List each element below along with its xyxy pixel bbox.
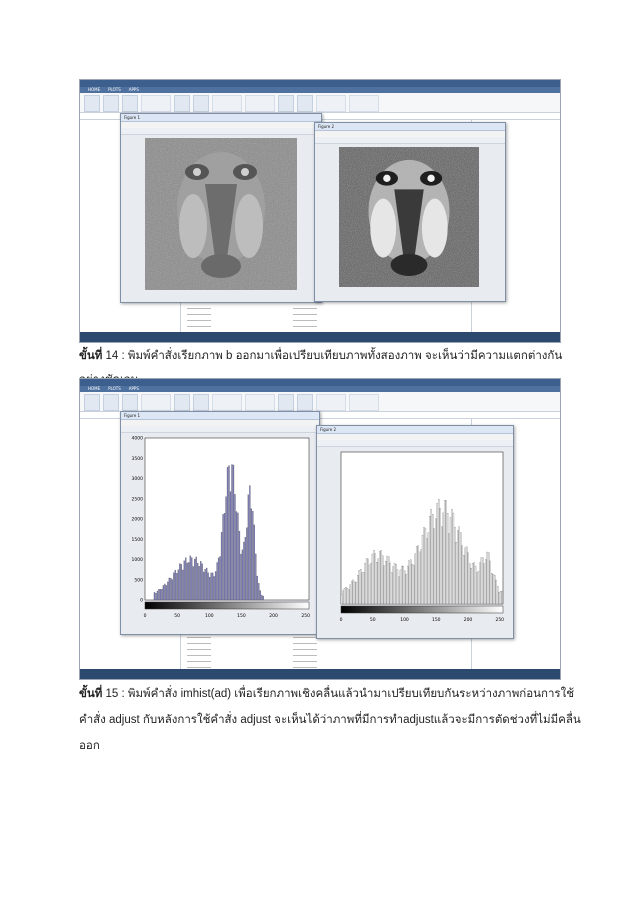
histogram-bar [157, 591, 158, 600]
histogram-bar [218, 558, 219, 600]
histogram-bar [341, 594, 342, 604]
histogram-bar [203, 572, 204, 600]
histogram-bar [496, 580, 497, 604]
histogram-bar [487, 552, 488, 604]
histogram-bar [406, 574, 407, 604]
simulink-icon[interactable] [278, 394, 294, 411]
window-titlebar [80, 80, 560, 87]
x-tick-label: 200 [463, 618, 473, 623]
histogram-before [125, 434, 315, 630]
histogram-bar [342, 591, 343, 604]
histogram-bar [251, 509, 252, 600]
histogram-bar [239, 531, 240, 600]
histogram-bar [447, 513, 448, 604]
histogram-bar [416, 546, 417, 604]
histogram-bar [419, 552, 420, 604]
histogram-bar [243, 542, 244, 600]
histogram-bar [425, 528, 426, 604]
histogram-bar [228, 466, 229, 600]
histogram-bar [438, 499, 439, 604]
histogram-bar [468, 553, 469, 604]
histogram-bar [441, 527, 442, 604]
layout-icon[interactable] [297, 394, 313, 411]
histogram-bar [353, 580, 354, 604]
histogram-bar [369, 565, 370, 604]
histogram-bar [217, 562, 218, 600]
histogram-bar [401, 566, 402, 604]
histogram-bar [226, 497, 227, 600]
histogram-bar [482, 558, 483, 604]
y-tick-label: 2500 [131, 497, 143, 503]
histogram-bar [368, 559, 369, 604]
variable-group[interactable] [212, 394, 242, 411]
histogram-bar [254, 525, 255, 600]
histogram-bar [362, 573, 363, 604]
histogram-bar [443, 513, 444, 604]
histogram-bar [372, 554, 373, 604]
y-tick-label: 1500 [131, 537, 143, 543]
histogram-bar [453, 513, 454, 604]
find-files-button[interactable] [141, 95, 171, 112]
histogram-bar [385, 561, 386, 604]
histogram-bar [376, 562, 377, 604]
histogram-bar [397, 570, 398, 604]
histogram-bar [375, 554, 376, 604]
histogram-bar [457, 531, 458, 604]
histogram-bar [245, 537, 246, 600]
histogram-bar [191, 558, 192, 600]
histogram-bar [193, 566, 194, 600]
histogram-bar [200, 561, 201, 600]
help-group[interactable] [349, 95, 379, 112]
histogram-bar [197, 563, 198, 600]
new-script-icon[interactable] [84, 394, 100, 411]
histogram-bar [172, 580, 173, 600]
histogram-bar [260, 590, 261, 600]
histogram-bar [185, 558, 186, 600]
histogram-bar [202, 564, 203, 600]
x-tick-label: 150 [431, 618, 441, 623]
histogram-bar [161, 589, 162, 600]
taskbar [80, 669, 560, 679]
histogram-bar [261, 595, 262, 600]
x-tick-label: 0 [339, 618, 343, 623]
histogram-bar [481, 558, 482, 604]
colorbar [145, 602, 309, 609]
histogram-bar [451, 509, 452, 604]
histogram-bar [206, 568, 207, 600]
histogram-bar [449, 533, 450, 604]
histogram-bar [437, 503, 438, 604]
histogram-bar [474, 563, 475, 604]
histogram-bar [167, 582, 168, 600]
step-14-line-1 [79, 348, 579, 364]
histogram-bar [446, 500, 447, 604]
figure-toolbar[interactable] [315, 137, 505, 144]
step-label: ขั้นที่ [79, 688, 103, 700]
code-group[interactable] [245, 95, 275, 112]
histogram-bar [356, 582, 357, 604]
x-tick-label: 100 [204, 614, 214, 619]
taskbar [80, 332, 560, 342]
histogram-bar [190, 556, 191, 600]
histogram-bar [410, 560, 411, 604]
import-data-icon[interactable] [174, 394, 190, 411]
histogram-bar [462, 546, 463, 604]
preferences-group[interactable] [316, 95, 346, 112]
histogram-bar [252, 511, 253, 600]
histogram-bar [373, 550, 374, 604]
histogram-bar [398, 577, 399, 604]
x-tick-label: 200 [269, 614, 278, 619]
histogram-bar [491, 573, 492, 604]
histogram-bar [403, 566, 404, 604]
histogram-bar [471, 568, 472, 604]
tab-home[interactable]: HOME [88, 386, 101, 391]
y-tick-label: 1000 [131, 558, 143, 563]
step-15-line-1 [79, 686, 579, 702]
histogram-bar [360, 569, 361, 604]
histogram-bar [258, 583, 259, 600]
histogram-bar [485, 559, 486, 604]
histogram-bar [422, 535, 423, 604]
x-tick-label: 0 [143, 614, 147, 619]
histogram-bar [479, 563, 480, 604]
histogram-bar [484, 564, 485, 604]
y-tick-label: 0 [140, 598, 143, 604]
x-tick-label: 150 [237, 614, 246, 619]
histogram-bar [154, 592, 155, 600]
histogram-bar [212, 573, 213, 600]
step-label: ขั้นที่ [79, 350, 103, 362]
histogram-bar [199, 566, 200, 600]
tab-plots[interactable]: PLOTS [108, 386, 121, 391]
histogram-bar [475, 566, 476, 604]
histogram-bar [466, 547, 467, 604]
histogram-bar [208, 573, 209, 600]
layout-icon[interactable] [297, 95, 313, 112]
mandrill-image-before [145, 138, 297, 290]
histogram-bar [248, 495, 249, 600]
ribbon-toolbar [80, 392, 560, 412]
histogram-bar [224, 513, 225, 600]
histogram-bar [388, 557, 389, 604]
histogram-bar [359, 570, 360, 604]
histogram-bar [460, 532, 461, 604]
step-number: 15 [105, 688, 119, 700]
histogram-bar [381, 550, 382, 604]
histogram-bar [418, 546, 419, 604]
histogram-bar [390, 563, 391, 604]
histogram-bar [409, 560, 410, 604]
histogram-bar [231, 464, 232, 600]
histogram-bar [211, 573, 212, 600]
histogram-bar [182, 570, 183, 600]
histogram-bar [404, 571, 405, 604]
histogram-bar [215, 571, 216, 600]
histogram-bar [237, 513, 238, 600]
histogram-bar [246, 528, 247, 600]
histogram-bar [221, 532, 222, 600]
colorbar [341, 606, 503, 613]
tab-apps[interactable]: APPS [128, 386, 139, 391]
open-icon[interactable] [122, 394, 138, 411]
histogram-bar [423, 527, 424, 604]
histogram-bar [351, 581, 352, 604]
histogram-bar [169, 578, 170, 600]
histogram-bar [440, 508, 441, 604]
histogram-bar [493, 574, 494, 604]
find-files-button[interactable] [141, 394, 171, 411]
histogram-bar [463, 555, 464, 604]
figure-title: Figure 2 [315, 123, 505, 131]
histogram-bar [494, 575, 495, 604]
step-text: : พิมพ์คำสั่ง imhist(ad) เพื่อเรียกภาพเชิงคลื่นแล้วนำมาเปรียบเทียบกันระหว่างภาพก่อนการใช้ [118, 688, 575, 700]
preferences-group[interactable] [316, 394, 346, 411]
histogram-bar [209, 577, 210, 600]
histogram-bar [176, 573, 177, 600]
histogram-bar [412, 564, 413, 604]
histogram-bar [178, 570, 179, 600]
histogram-bar [434, 529, 435, 604]
histogram-bar [220, 556, 221, 600]
step-15-line-2: คำสั่ง adjust กับหลังการใช้คำสั่ง adjust จะเห็นได้ว่าภาพที่มีการทำadjustแล้วจะมีการตัดช่วงที่ไม่มีคลื่น [79, 714, 581, 726]
histogram-bar [223, 514, 224, 600]
histogram-bar [407, 566, 408, 604]
y-tick-label: 3500 [131, 456, 143, 462]
histogram-bar [242, 550, 243, 600]
histogram-bar [421, 550, 422, 604]
histogram-bar [348, 590, 349, 604]
step-15-line-3: ออก [79, 740, 100, 752]
histogram-bar [363, 572, 364, 604]
figure-window-2[interactable] [314, 122, 506, 302]
y-tick-label: 500 [134, 578, 143, 584]
histogram-bar [394, 563, 395, 604]
figure-title: Figure 1 [121, 114, 321, 122]
step-text: : พิมพ์คำสั่งเรียกภาพ b ออกมาเพื่อเปรียบเทียบภาพทั้งสองภาพ จะเห็นว่ามีความแตกต่างกัน [118, 350, 563, 362]
histogram-bar [233, 465, 234, 600]
histogram-bar [413, 565, 414, 604]
histogram-bar [257, 576, 258, 600]
histogram-bar [428, 533, 429, 604]
histogram-bar [379, 551, 380, 604]
figure-toolbar[interactable] [121, 426, 319, 433]
histogram-bar [347, 588, 348, 604]
figure-title: Figure 2 [317, 426, 513, 434]
histogram-bar [395, 564, 396, 604]
figure-window-1[interactable] [120, 411, 320, 635]
save-workspace-icon[interactable] [193, 95, 209, 112]
histogram-bar [166, 585, 167, 600]
histogram-bar [370, 563, 371, 604]
histogram-bar [205, 569, 206, 600]
matlab-screenshot-1 [79, 79, 561, 343]
open-icon[interactable] [122, 95, 138, 112]
figure-toolbar[interactable] [121, 128, 321, 135]
x-tick-label: 250 [495, 618, 505, 623]
histogram-bar [173, 573, 174, 600]
simulink-icon[interactable] [278, 95, 294, 112]
histogram-bar [382, 556, 383, 604]
histogram-bar [431, 509, 432, 604]
step-number: 14 [105, 350, 119, 362]
histogram-bar [344, 588, 345, 604]
tab-apps[interactable]: APPS [128, 87, 139, 92]
histogram-bar [164, 584, 165, 600]
histogram-bar [476, 572, 477, 604]
histogram-bar [214, 576, 215, 600]
histogram-bar [478, 571, 479, 604]
figure-title: Figure 1 [121, 412, 319, 420]
histogram-bar [497, 586, 498, 604]
tab-home[interactable]: HOME [88, 87, 101, 92]
x-tick-label: 100 [400, 618, 409, 623]
histogram-bar [432, 514, 433, 604]
code-group[interactable] [245, 394, 275, 411]
window-titlebar [80, 379, 560, 386]
x-tick-label: 50 [174, 614, 181, 619]
histogram-bar [234, 494, 235, 600]
histogram-bar [502, 591, 503, 604]
histogram-bar [472, 563, 473, 604]
histogram-bar [456, 542, 457, 604]
histogram-bar [500, 591, 501, 604]
histogram-bar [188, 562, 189, 600]
histogram-bar [181, 564, 182, 600]
histogram-bar [366, 558, 367, 604]
histogram-bar [465, 548, 466, 604]
new-icon[interactable] [103, 95, 119, 112]
histogram-bar [184, 561, 185, 600]
histogram-bar [400, 570, 401, 604]
histogram-bar [194, 559, 195, 600]
histogram-bar [170, 578, 171, 600]
histogram-bar [236, 512, 237, 600]
import-data-icon[interactable] [174, 95, 190, 112]
histogram-bar [387, 556, 388, 604]
histogram-bar [249, 486, 250, 600]
histogram-bar [155, 593, 156, 600]
histogram-bar [415, 554, 416, 604]
histogram-bar [435, 519, 436, 604]
histogram-bar [158, 589, 159, 600]
histogram-bar [196, 557, 197, 600]
histogram-bar [175, 570, 176, 600]
tab-plots[interactable]: PLOTS [108, 87, 121, 92]
histogram-bar [426, 538, 427, 604]
y-tick-label: 3000 [131, 477, 143, 482]
help-group[interactable] [349, 394, 379, 411]
histogram-bar [354, 581, 355, 604]
mandrill-image-after [339, 147, 479, 287]
histogram-bar [450, 517, 451, 604]
figure-window-1[interactable] [120, 113, 322, 303]
matlab-screenshot-2 [79, 378, 561, 680]
histogram-bar [187, 563, 188, 600]
histogram-bar [230, 492, 231, 600]
histogram-bar [163, 585, 164, 600]
histogram-bar [391, 572, 392, 604]
histogram-bar [255, 554, 256, 600]
histogram-bar [365, 563, 366, 604]
histogram-bar [488, 553, 489, 604]
histogram-bar [350, 585, 351, 604]
x-tick-label: 50 [369, 618, 376, 623]
histogram-bar [490, 561, 491, 604]
new-icon[interactable] [103, 394, 119, 411]
histogram-bar [345, 587, 346, 604]
histogram-after [321, 448, 509, 634]
y-tick-label: 2000 [131, 517, 143, 523]
histogram-bar [459, 527, 460, 604]
histogram-bar [469, 564, 470, 604]
histogram-bar [357, 575, 358, 604]
variable-group[interactable] [212, 95, 242, 112]
histogram-bar [393, 567, 394, 604]
figure-window-2[interactable] [316, 425, 514, 639]
new-script-icon[interactable] [84, 95, 100, 112]
ribbon-toolbar [80, 93, 560, 113]
save-workspace-icon[interactable] [193, 394, 209, 411]
x-tick-label: 250 [301, 614, 311, 619]
histogram-bar [454, 527, 455, 604]
histogram-bar [263, 596, 264, 600]
figure-toolbar[interactable] [317, 440, 513, 447]
histogram-bar [499, 592, 500, 604]
histogram-bar [179, 564, 180, 600]
y-tick-label: 4000 [131, 436, 143, 442]
histogram-bar [429, 516, 430, 604]
histogram-bar [384, 566, 385, 604]
histogram-bar [160, 589, 161, 600]
histogram-bar [444, 500, 445, 604]
histogram-bar [378, 559, 379, 604]
histogram-bar [227, 467, 228, 600]
histogram-bar [240, 554, 241, 600]
